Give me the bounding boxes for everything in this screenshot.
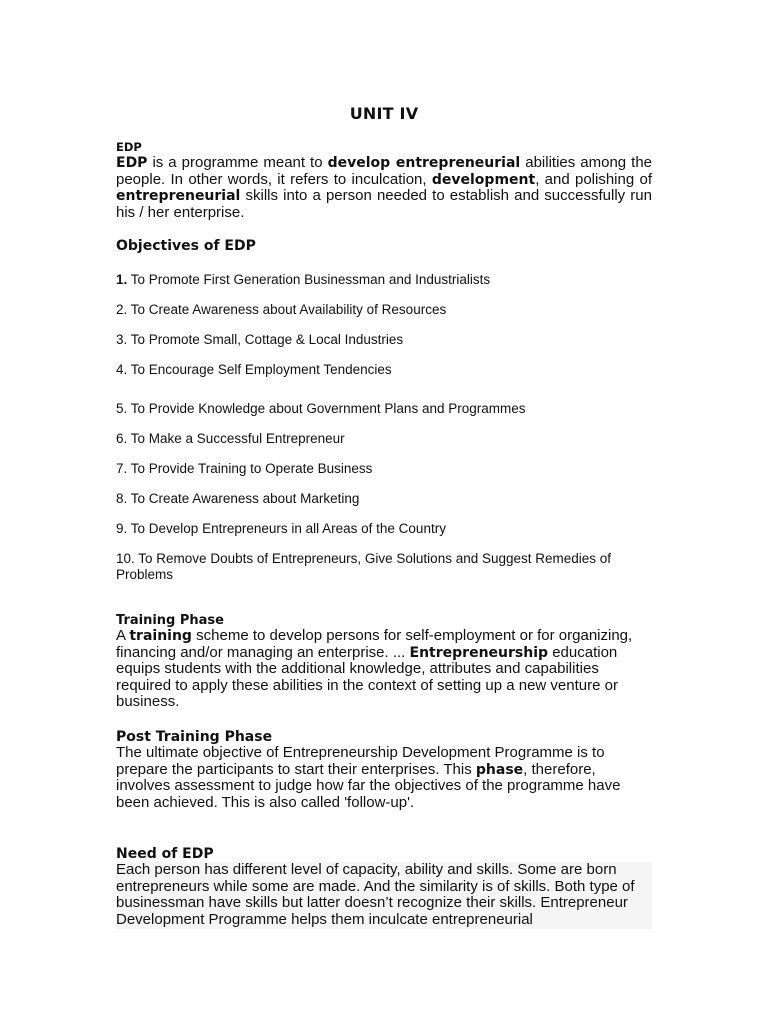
objective-item: 7. To Provide Training to Operate Business — [116, 461, 373, 476]
post-training-heading: Post Training Phase — [116, 729, 273, 745]
page-title: UNIT IV — [349, 104, 419, 123]
post-training-paragraph: The ultimate objective of Entrepreneurship Development Programme is to prepare the participants to start their enterprises. This phase, therefore, involves assessment to judge how far the objectives of the programme have been achieved. This is also called 'follow-up'. — [116, 744, 621, 811]
training-paragraph: A training scheme to develop persons for self-employment or for organizing, financing and/or managing an enterprise. ... Entrepreneurship education equips students with the additional knowledge, attributes and capabilities required to apply these abilities in the context of setting up a new venture or business. — [116, 627, 633, 711]
intro-edp-term: EDP — [116, 155, 148, 171]
need-of-edp-heading: Need of EDP — [116, 846, 214, 862]
objective-item: 4. To Encourage Self Employment Tendencies — [116, 362, 392, 377]
objective-item: 9. To Develop Entrepreneurs in all Areas of the Country — [116, 521, 446, 536]
objective-item: 2. To Create Awareness about Availability of Resources — [116, 302, 447, 317]
intro-paragraph: EDP is a programme meant to develop entrepreneurial abilities among the people. In other words, it refers to inculcation, development, and polishing of entrepreneurial skills into a person needed to establish and successfully run his / her enterprise. — [116, 154, 653, 221]
objective-item: 3. To Promote Small, Cottage & Local Industries — [116, 332, 404, 347]
objective-item: 8. To Create Awareness about Marketing — [116, 491, 360, 506]
objectives-heading: Objectives of EDP — [116, 238, 256, 254]
objective-item: 1. To Promote First Generation Businessman and Industrialists — [116, 272, 491, 287]
edp-label: EDP — [116, 140, 142, 154]
need-of-edp-paragraph: Each person has different level of capacity, ability and skills. Some are born entrepreneurs while some are made. And the similarity is of skills. Both type of businessman have skills but latter doesn’t recognize their skills. Entrepreneur Development Programme helps them inculcate entrepreneurial — [116, 862, 652, 929]
objective-item: 6. To Make a Successful Entrepreneur — [116, 431, 345, 446]
objective-item: 5. To Provide Knowledge about Government Plans and Programmes — [116, 401, 526, 416]
objective-item: 10. To Remove Doubts of Entrepreneurs, Give Solutions and Suggest Remedies of Problems — [116, 551, 612, 582]
training-phase-heading: Training Phase — [116, 613, 224, 628]
